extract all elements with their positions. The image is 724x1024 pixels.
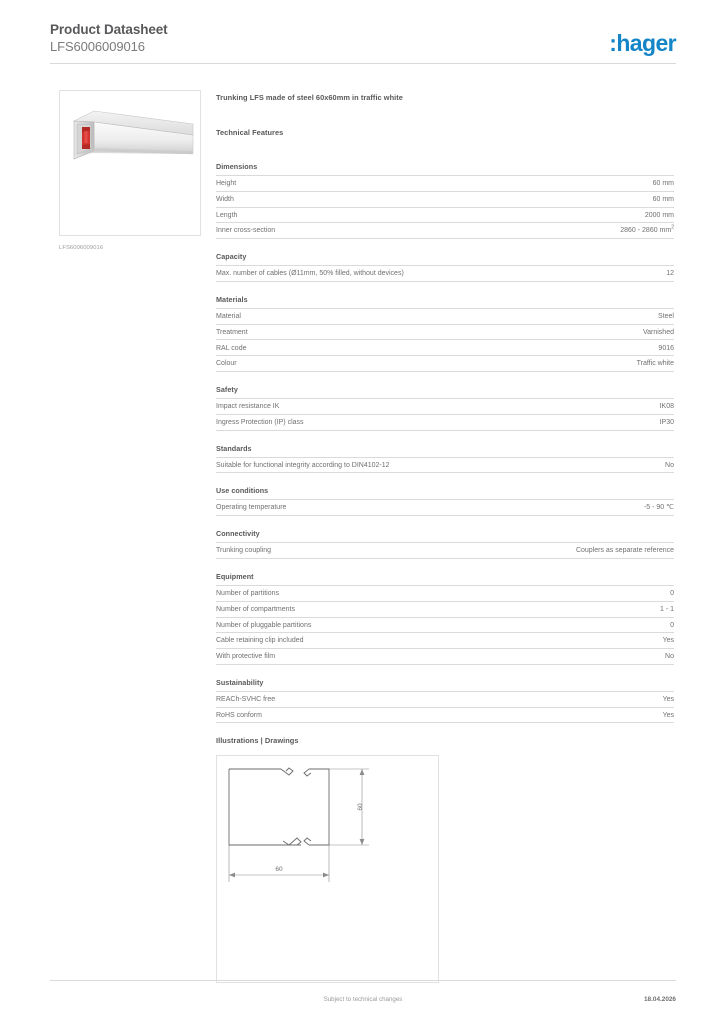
spec-group-title: Capacity xyxy=(216,252,247,262)
spec-row xyxy=(216,176,674,192)
spec-row xyxy=(216,633,674,649)
page-header xyxy=(50,22,676,64)
spec-row xyxy=(216,266,674,282)
drawings-heading: Illustrations | Drawings xyxy=(216,736,299,746)
spec-row xyxy=(216,399,674,415)
spec-row-value: Yes xyxy=(662,711,674,719)
spec-group xyxy=(216,385,674,431)
spec-rows xyxy=(216,265,674,282)
spec-row-value: Varnished xyxy=(642,328,674,336)
spec-row-value: 9016 xyxy=(658,344,674,352)
spec-group-title: Dimensions xyxy=(216,162,258,171)
page-title: Product Datasheet xyxy=(50,22,168,37)
spec-row-value: 2000 mm xyxy=(644,211,674,219)
spec-row-label: Material xyxy=(216,313,241,320)
page-footer xyxy=(50,996,676,1008)
spec-rows xyxy=(216,175,674,239)
spec-group xyxy=(216,444,674,474)
spec-group-title: Standards xyxy=(216,443,252,453)
spec-row xyxy=(216,356,674,372)
spec-row-label: Number of compartments xyxy=(216,605,295,613)
spec-rows xyxy=(216,398,674,431)
spec-row xyxy=(216,309,674,325)
spec-row xyxy=(216,586,674,602)
footer-divider xyxy=(50,980,676,981)
spec-row-value: 12 xyxy=(666,270,674,278)
spec-rows xyxy=(216,308,674,372)
spec-row xyxy=(216,415,674,431)
spec-row xyxy=(216,692,674,708)
spec-row-label: Trunking coupling xyxy=(216,547,271,555)
spec-group-title: Connectivity xyxy=(216,529,260,539)
product-image-caption: LFS6006009016 xyxy=(59,245,104,251)
spec-row-label: Number of pluggable partitions xyxy=(216,621,312,629)
spec-row-value: Yes xyxy=(662,695,674,703)
spec-row-label: Cable retaining clip included xyxy=(216,637,304,645)
spec-row-label: RoHS conform xyxy=(216,711,262,719)
spec-row-label: REACh-SVHC free xyxy=(216,695,276,703)
spec-row xyxy=(216,458,674,474)
spec-row-label: Suitable for functional integrity according to DIN4102-12 xyxy=(216,461,390,469)
spec-group xyxy=(216,486,674,516)
drawing-height-label: 60 xyxy=(357,803,364,812)
spec-group xyxy=(216,295,674,372)
spec-row xyxy=(216,708,674,724)
spec-row xyxy=(216,649,674,665)
spec-row-value: IP30 xyxy=(659,418,674,426)
spec-row-value: -5 - 90 ℃ xyxy=(643,504,674,512)
spec-group-title: Safety xyxy=(216,385,238,395)
spec-row xyxy=(216,340,674,356)
drawing-frame xyxy=(216,755,439,983)
spec-row-label: Impact resistance IK xyxy=(216,403,280,411)
product-description: Trunking LFS made of steel 60x60mm in traffic white xyxy=(216,93,403,102)
spec-row-label: With protective film xyxy=(216,653,276,661)
spec-rows xyxy=(216,457,674,474)
spec-row xyxy=(216,500,674,516)
technical-features-heading: Technical Features xyxy=(216,128,284,137)
spec-row-label: Length xyxy=(216,211,238,219)
title-block xyxy=(50,22,168,55)
spec-row-label: Colour xyxy=(216,360,237,368)
drawing-width-label: 60 xyxy=(275,866,283,874)
spec-row-value: 0 xyxy=(670,590,674,598)
spec-group xyxy=(216,529,674,559)
spec-row-label: Max. number of cables (Ø11mm, 50% filled, without devices) xyxy=(216,270,404,278)
spec-row-value: Yes xyxy=(662,637,674,645)
spec-row-label: Treatment xyxy=(216,328,248,336)
header-divider xyxy=(50,63,676,64)
spec-group xyxy=(216,252,674,282)
spec-row xyxy=(216,223,674,239)
spec-row-value: 0 xyxy=(670,621,674,629)
spec-rows xyxy=(216,691,674,724)
spec-row-label: Ingress Protection (IP) class xyxy=(216,418,304,426)
spec-row xyxy=(216,325,674,341)
spec-row-label: Inner cross-section xyxy=(216,227,276,235)
spec-group-title: Materials xyxy=(216,294,248,304)
specifications xyxy=(216,93,674,983)
spec-row-label: Width xyxy=(216,195,234,203)
spec-row-value xyxy=(620,226,674,235)
spec-group xyxy=(216,162,674,239)
spec-row-label: RAL code xyxy=(216,344,247,352)
spec-groups xyxy=(216,162,674,723)
hager-logo: :hager xyxy=(609,30,676,56)
spec-group-title: Sustainability xyxy=(216,677,264,687)
spec-rows xyxy=(216,585,674,665)
spec-row-value: No xyxy=(665,653,674,661)
footer-date: 18.04.2026 xyxy=(644,996,676,1003)
spec-row-value: No xyxy=(665,461,674,469)
spec-row xyxy=(216,192,674,208)
product-reference: LFS6006009016 xyxy=(50,39,145,54)
spec-rows xyxy=(216,499,674,516)
spec-group xyxy=(216,678,674,724)
spec-row xyxy=(216,602,674,618)
spec-row xyxy=(216,208,674,224)
product-figure xyxy=(59,90,201,251)
spec-row-value: 60 mm xyxy=(652,180,674,188)
spec-rows xyxy=(216,542,674,559)
trunking-cross-section-drawing xyxy=(217,756,438,982)
spec-group-title: Equipment xyxy=(216,571,254,581)
spec-group-title: Use conditions xyxy=(216,486,269,496)
spec-row-value: IK08 xyxy=(659,403,674,411)
spec-row-label: Operating temperature xyxy=(216,504,287,512)
spec-row-value: Couplers as separate reference xyxy=(575,547,674,555)
spec-row-value: Traffic white xyxy=(636,360,674,368)
spec-group xyxy=(216,572,674,665)
spec-row-value-superscript: 2 xyxy=(671,225,674,232)
spec-row-value: 60 mm xyxy=(652,195,674,203)
spec-row-value-text: 2860 - 2860 mm xyxy=(620,227,672,235)
spec-row-value: Steel xyxy=(658,313,674,320)
footer-note: Subject to technical changes xyxy=(323,996,403,1003)
spec-row xyxy=(216,618,674,634)
spec-row-value: 1 - 1 xyxy=(659,605,674,613)
spec-row xyxy=(216,543,674,559)
spec-row-label: Height xyxy=(216,180,237,188)
spec-row-label: Number of partitions xyxy=(216,590,280,598)
product-image-frame xyxy=(59,90,201,236)
trunking-profile-render xyxy=(60,91,200,235)
